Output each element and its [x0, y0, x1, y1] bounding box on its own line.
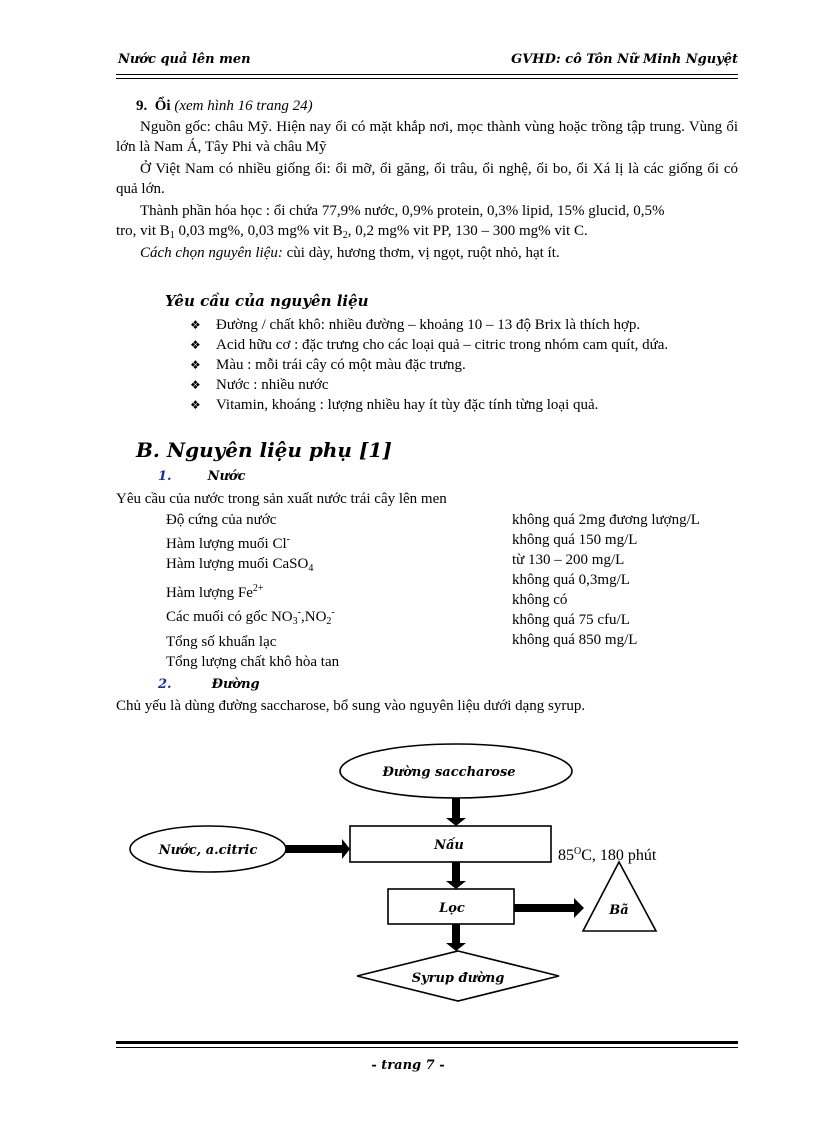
table-row-value: không có — [512, 592, 568, 608]
diamond-bullet-icon: ❖ — [190, 338, 201, 352]
list-item: ❖ Nước : nhiều nước — [190, 377, 329, 393]
page-number: - trang 7 - — [371, 1058, 445, 1073]
section-number: 9. — [136, 98, 148, 114]
product-label: Syrup đường — [411, 971, 505, 986]
cook-label: Nấu — [434, 838, 464, 853]
section-title: Ổi — [154, 98, 171, 114]
filter-label: Lọc — [439, 901, 465, 916]
residue-label: Bã — [609, 903, 629, 918]
varieties-paragraph: Ở Việt Nam có nhiều giống ổi: ổi mỡ, ổi găng, ổi trâu, ổi nghệ, ổi bo, ổi Xá lị là các giống ổi có quả lớn. — [116, 161, 738, 197]
table-row-value: không quá 75 cfu/L — [512, 612, 630, 628]
list-item: ❖ Màu : mỗi trái cây có một màu đặc trưng. — [190, 357, 466, 373]
cook-condition: $85^OC$, 180 phút — [558, 846, 657, 864]
diamond-bullet-icon: ❖ — [190, 318, 201, 332]
diamond-bullet-icon: ❖ — [190, 378, 201, 392]
section-b-heading: B. Nguyên liệu phụ [1] — [136, 438, 392, 462]
list-item: ❖ Acid hữu cơ : đặc trưng cho các loại quả – citric trong nhóm cam quít, dứa. — [190, 337, 669, 353]
table-row-name: Hàm lượng muối CaSO$_4$ — [166, 556, 314, 574]
selection-text: cùi dày, hương thơm, vị ngọt, ruột nhỏ, hạt ít. — [282, 245, 560, 261]
table-row-value: không quá 150 mg/L — [512, 532, 638, 548]
requirements-heading: Yêu cầu của nguyên liệu — [165, 292, 369, 310]
table-row-value: không quá 0,3mg/L — [512, 572, 630, 588]
list-item: ❖ Đường / chất khô: nhiều đường – khoảng 10 – 13 độ Brix là thích hợp. — [190, 317, 641, 333]
sugar-input-label: Đường saccharose — [382, 765, 516, 780]
footer-rule — [116, 1041, 738, 1044]
chemistry-line-1: Thành phần hóa học : ổi chứa 77,9% nước, 0,9% protein, 0,3% lipid, 15% glucid, 0,5% — [140, 203, 665, 219]
list-item: ❖ Vitamin, khoáng : lượng nhiều hay ít tùy đặc tính từng loại quả. — [190, 397, 599, 413]
origin-paragraph: Nguồn gốc: châu Mỹ. Hiện nay ổi có mặt khắp nơi, mọc thành vùng hoặc trồng tập trung. Vùng ổi lớn là Nam Á, Tây Phi và châu Mỹ — [116, 119, 738, 155]
residue-triangle — [583, 862, 656, 931]
sugar-subheading: 2. Đường — [158, 677, 260, 692]
water-input-label: Nước, a.citric — [158, 843, 258, 858]
table-row-name: Tổng lượng chất khô hòa tan — [166, 654, 340, 670]
diamond-bullet-icon: ❖ — [190, 398, 201, 412]
table-row-name: Tổng số khuẩn lạc — [166, 634, 277, 650]
table-row-name: Độ cứng của nước — [166, 512, 277, 528]
figure-reference: (xem hình 16 trang 24) — [174, 98, 313, 114]
footer-rule-thin — [116, 1047, 738, 1048]
water-intro: Yêu cầu của nước trong sản xuất nước trái cây lên men — [116, 491, 447, 507]
table-row-name: Hàm lượng $Fe^{2+}$ — [166, 583, 264, 601]
chemistry-line-2: tro, vit $B_1$ 0,03 mg%, 0,03 mg% vit $B_2$, 0,2 mg% vit PP, 130 – 300 mg% vit C. — [116, 223, 588, 241]
selection-label: Cách chọn nguyên liệu: — [140, 245, 283, 261]
header-title: Nước quả lên men — [118, 52, 251, 67]
table-row-name: Các muối có gốc $NO_3^-,NO_2^-$ — [166, 607, 335, 627]
flow-arrows — [286, 798, 584, 951]
table-row-name: Hàm lượng muối Cl- — [166, 534, 290, 552]
diamond-bullet-icon: ❖ — [190, 358, 201, 372]
header-advisor: GVHD: cô Tôn Nữ Minh Nguyệt — [511, 52, 738, 67]
water-subheading: 1. Nước — [158, 469, 246, 484]
table-row-value: không quá 850 mg/L — [512, 632, 638, 648]
table-row-value: từ 130 – 200 mg/L — [512, 552, 625, 568]
table-row-value: không quá 2mg đương lượng/L — [512, 512, 700, 528]
sugar-intro: Chủ yếu là dùng đường saccharose, bổ sung vào nguyên liệu dưới dạng syrup. — [116, 698, 586, 714]
